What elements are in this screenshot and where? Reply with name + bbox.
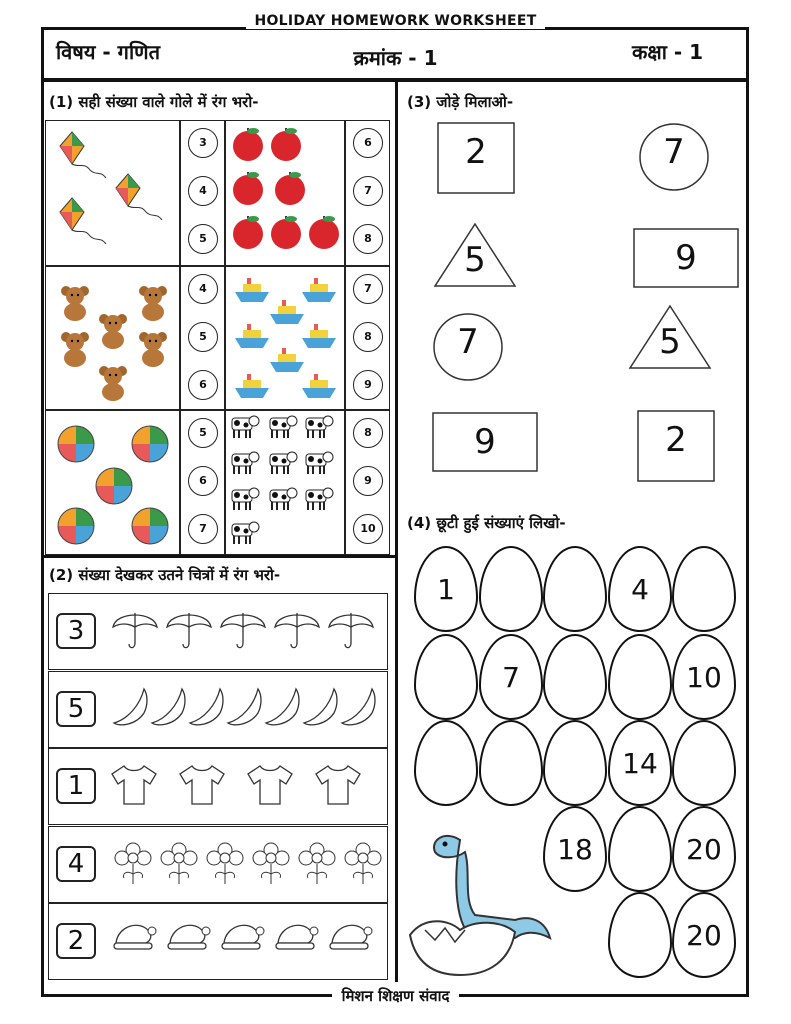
banana-icon <box>186 685 226 733</box>
number-egg[interactable]: 7 <box>479 634 543 720</box>
count-option-circle[interactable]: 5 <box>188 418 218 448</box>
flower-icon <box>202 840 248 890</box>
section2-divider <box>41 555 396 558</box>
teddy-bear-icon <box>136 284 170 326</box>
teddy-bear-icon <box>96 312 130 354</box>
count-option-circle[interactable]: 6 <box>188 466 218 496</box>
number-egg[interactable]: 4 <box>608 546 672 632</box>
kite-icon <box>114 172 164 226</box>
umbrella-icon <box>272 607 322 655</box>
match-number[interactable]: 2 <box>665 420 687 460</box>
count-option-circle[interactable]: 5 <box>188 224 218 254</box>
section2-title: (2) संख्या देखकर उतने चित्रों में रंग भरो- <box>49 566 281 584</box>
worksheet-title: HOLIDAY HOMEWORK WORKSHEET <box>0 13 791 29</box>
count-option-circle[interactable]: 3 <box>188 128 218 158</box>
teddy-bear-icon <box>58 330 92 372</box>
banana-icon <box>300 685 340 733</box>
boat-icon <box>300 372 338 404</box>
cow-icon <box>266 448 298 480</box>
boat-icon <box>233 276 271 308</box>
apple-icon <box>230 214 266 254</box>
apple-icon <box>230 170 266 210</box>
cow-icon <box>228 484 260 516</box>
t-shirt-icon <box>314 762 362 812</box>
ball-icon <box>56 506 96 550</box>
count-option-circle[interactable]: 7 <box>188 514 218 544</box>
count-option-circle[interactable]: 6 <box>188 370 218 400</box>
banana-icon <box>224 685 264 733</box>
count-option-circle[interactable]: 8 <box>353 322 383 352</box>
section1-title: (1) सही संख्या वाले गोले में रंग भरो- <box>49 93 259 111</box>
subject-label: विषय - गणित <box>56 40 160 64</box>
cow-icon <box>228 518 260 550</box>
hat-icon <box>164 917 212 957</box>
match-number[interactable]: 7 <box>663 132 685 172</box>
banana-icon <box>262 685 302 733</box>
count-option-circle[interactable]: 8 <box>353 224 383 254</box>
flower-icon <box>294 840 340 890</box>
t-shirt-icon <box>246 762 294 812</box>
count-option-circle[interactable]: 4 <box>188 274 218 304</box>
hat-icon <box>326 917 374 957</box>
banana-icon <box>338 685 378 733</box>
number-egg[interactable]: 20 <box>672 892 736 978</box>
number-egg[interactable]: 14 <box>608 720 672 806</box>
match-number[interactable]: 2 <box>465 132 487 172</box>
ball-icon <box>56 424 96 468</box>
t-shirt-icon <box>110 762 158 812</box>
umbrella-icon <box>326 607 376 655</box>
number-box: 1 <box>56 768 96 804</box>
footer-title: मिशन शिक्षण संवाद <box>0 986 791 1006</box>
cow-icon <box>228 412 260 444</box>
ball-icon <box>94 466 134 510</box>
dinosaur-hatching-icon <box>405 820 555 980</box>
teddy-bear-icon <box>58 284 92 326</box>
teddy-bear-icon <box>136 330 170 372</box>
count-option-circle[interactable]: 10 <box>353 514 383 544</box>
cow-icon <box>302 448 334 480</box>
t-shirt-icon <box>178 762 226 812</box>
cow-icon <box>266 412 298 444</box>
column-divider <box>395 82 398 982</box>
kite-icon <box>58 196 108 250</box>
number-box: 4 <box>56 846 96 882</box>
apple-icon <box>306 214 342 254</box>
flower-icon <box>110 840 156 890</box>
match-number[interactable]: 7 <box>457 322 479 362</box>
flower-icon <box>248 840 294 890</box>
serial-label: क्रमांक - 1 <box>353 46 438 70</box>
apple-icon <box>268 214 304 254</box>
number-box: 5 <box>56 691 96 727</box>
teddy-bear-icon <box>96 364 130 406</box>
match-number[interactable]: 9 <box>474 422 496 462</box>
banana-icon <box>110 685 150 733</box>
cow-icon <box>302 412 334 444</box>
section4-title: (4) छूटी हुई संख्याएं लिखो- <box>407 514 566 532</box>
match-number[interactable]: 5 <box>464 240 486 280</box>
ball-icon <box>130 424 170 468</box>
umbrella-icon <box>110 607 160 655</box>
umbrella-icon <box>164 607 214 655</box>
cow-icon <box>228 448 260 480</box>
kite-icon <box>58 130 108 184</box>
match-number[interactable]: 9 <box>675 238 697 278</box>
count-option-circle[interactable]: 4 <box>188 176 218 206</box>
class-label: कक्षा - 1 <box>632 40 704 64</box>
count-option-circle[interactable]: 6 <box>353 128 383 158</box>
count-option-circle[interactable]: 9 <box>353 466 383 496</box>
number-egg[interactable]: 1 <box>414 546 478 632</box>
umbrella-icon <box>218 607 268 655</box>
apple-icon <box>272 170 308 210</box>
count-option-circle[interactable]: 7 <box>353 176 383 206</box>
match-number[interactable]: 5 <box>659 322 681 362</box>
boat-icon <box>233 372 271 404</box>
count-option-circle[interactable]: 5 <box>188 322 218 352</box>
number-egg[interactable]: 18 <box>543 806 607 892</box>
cow-icon <box>266 484 298 516</box>
hat-icon <box>272 917 320 957</box>
count-option-circle[interactable]: 9 <box>353 370 383 400</box>
apple-icon <box>268 126 304 166</box>
boat-icon <box>233 322 271 354</box>
cow-icon <box>302 484 334 516</box>
hat-icon <box>110 917 158 957</box>
hat-icon <box>218 917 266 957</box>
count-option-circle[interactable]: 7 <box>353 274 383 304</box>
number-box: 2 <box>56 923 96 959</box>
number-egg[interactable]: 20 <box>672 806 736 892</box>
count-option-circle[interactable]: 8 <box>353 418 383 448</box>
banana-icon <box>148 685 188 733</box>
number-egg[interactable]: 10 <box>672 634 736 720</box>
flower-icon <box>340 840 386 890</box>
flower-icon <box>156 840 202 890</box>
ball-icon <box>130 506 170 550</box>
apple-icon <box>230 126 266 166</box>
number-box: 3 <box>56 613 96 649</box>
section3-title: (3) जोड़े मिलाओ- <box>407 93 514 111</box>
